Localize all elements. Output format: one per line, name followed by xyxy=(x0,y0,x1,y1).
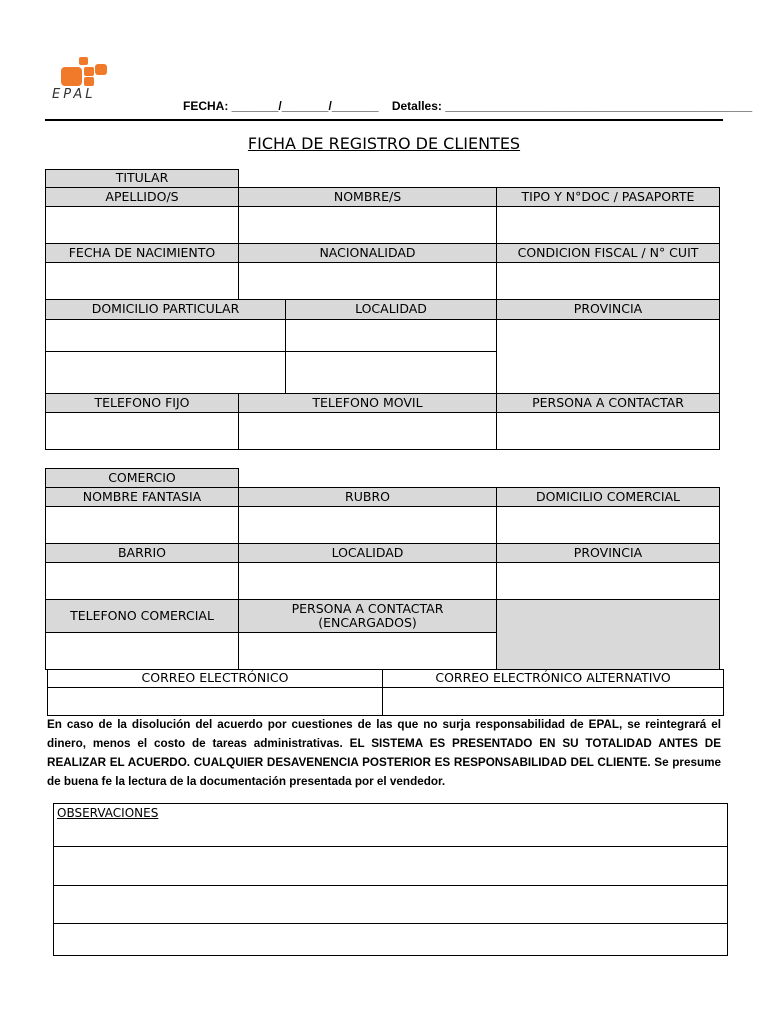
rubro-header: RUBRO xyxy=(238,487,497,507)
titular-label: TITULAR xyxy=(45,169,239,188)
domicilio-field-2[interactable] xyxy=(45,351,286,394)
fecha-nacimiento-header: FECHA DE NACIMIENTO xyxy=(45,243,239,263)
tipo-doc-field[interactable] xyxy=(496,206,720,244)
comercio-localidad-header: LOCALIDAD xyxy=(238,543,497,563)
telefono-movil-field[interactable] xyxy=(238,412,497,450)
detalles-label: Detalles: xyxy=(391,99,442,113)
fecha-label: FECHA: xyxy=(183,99,229,113)
observaciones-row-2[interactable] xyxy=(53,846,728,886)
comercio-provincia-field[interactable] xyxy=(496,562,720,600)
fecha-blank[interactable]: _______/_______/_______ xyxy=(231,99,379,113)
provincia-field[interactable] xyxy=(496,319,720,394)
detalles-blank[interactable]: ______________________________________________ xyxy=(445,99,753,113)
domicilio-comercial-header: DOMICILIO COMERCIAL xyxy=(496,487,720,507)
nombres-header: NOMBRE/S xyxy=(238,187,497,207)
comercio-label: COMERCIO xyxy=(45,468,239,488)
correo-field[interactable] xyxy=(47,687,383,716)
nacionalidad-header: NACIONALIDAD xyxy=(238,243,497,263)
condicion-fiscal-header: CONDICION FISCAL / N° CUIT xyxy=(496,243,720,263)
comercio-persona-contactar-line1: PERSONA A CONTACTAR xyxy=(291,600,444,616)
page-title: FICHA DE REGISTRO DE CLIENTES xyxy=(247,134,521,153)
domicilio-field-1[interactable] xyxy=(45,319,286,352)
comercio-provincia-header: PROVINCIA xyxy=(496,543,720,563)
nombre-fantasia-header: NOMBRE FANTASIA xyxy=(45,487,239,507)
condicion-fiscal-field[interactable] xyxy=(496,262,720,300)
telefono-movil-header: TELEFONO MOVIL xyxy=(238,393,497,413)
apellidos-field[interactable] xyxy=(45,206,239,244)
provincia-header: PROVINCIA xyxy=(496,299,720,320)
localidad-header: LOCALIDAD xyxy=(285,299,497,320)
notice-paragraph: En caso de la disolución del acuerdo por cuestiones de las que no surja responsabilidad de EPAL, se reintegrará el dinero, menos el costo de tareas administrativas. EL SISTEMA ES PRESENTADO EN SU TOTALIDAD ANTES DE REALIZAR EL ACUERDO. CUALQUIER DESAVENENCIA POSTERIOR ES RESPONSABILIDAD DEL CLIENTE. Se presume de buena fe la lectura de la documentación presentada por el vendedor. xyxy=(47,718,721,788)
localidad-field-2[interactable] xyxy=(285,351,497,394)
barrio-field[interactable] xyxy=(45,562,239,600)
observaciones-label: OBSERVACIONES xyxy=(57,806,159,820)
rubro-field[interactable] xyxy=(238,506,497,544)
nombres-field[interactable] xyxy=(238,206,497,244)
header-divider xyxy=(45,119,723,121)
nacionalidad-field[interactable] xyxy=(238,262,497,300)
comercio-persona-contactar-header xyxy=(238,599,497,633)
telefono-fijo-field[interactable] xyxy=(45,412,239,450)
telefono-fijo-header: TELEFONO FIJO xyxy=(45,393,239,413)
telefono-comercial-header: TELEFONO COMERCIAL xyxy=(45,599,239,633)
barrio-header: BARRIO xyxy=(45,543,239,563)
observaciones-row-3[interactable] xyxy=(53,885,728,924)
fecha-detalles-line xyxy=(183,99,752,113)
correo-header: CORREO ELECTRÓNICO xyxy=(47,669,383,688)
comercio-gray-filler xyxy=(496,599,720,670)
domicilio-comercial-field[interactable] xyxy=(496,506,720,544)
domicilio-header: DOMICILIO PARTICULAR xyxy=(45,299,286,320)
epal-logo xyxy=(50,55,122,103)
persona-contactar-header: PERSONA A CONTACTAR xyxy=(496,393,720,413)
localidad-field-1[interactable] xyxy=(285,319,497,352)
comercio-localidad-field[interactable] xyxy=(238,562,497,600)
comercio-persona-contactar-line2: (ENCARGADOS) xyxy=(318,615,417,630)
observaciones-row-4[interactable] xyxy=(53,923,728,956)
persona-contactar-field[interactable] xyxy=(496,412,720,450)
tipo-doc-header: TIPO Y N°DOC / PASAPORTE xyxy=(496,187,720,207)
comercio-persona-contactar-field[interactable] xyxy=(238,632,497,670)
nombre-fantasia-field[interactable] xyxy=(45,506,239,544)
fecha-nacimiento-field[interactable] xyxy=(45,262,239,300)
epal-logo-text: EPAL xyxy=(52,87,96,102)
correo-alternativo-field[interactable] xyxy=(382,687,724,716)
telefono-comercial-field[interactable] xyxy=(45,632,239,670)
apellidos-header: APELLIDO/S xyxy=(45,187,239,207)
correo-alternativo-header: CORREO ELECTRÓNICO ALTERNATIVO xyxy=(382,669,724,688)
